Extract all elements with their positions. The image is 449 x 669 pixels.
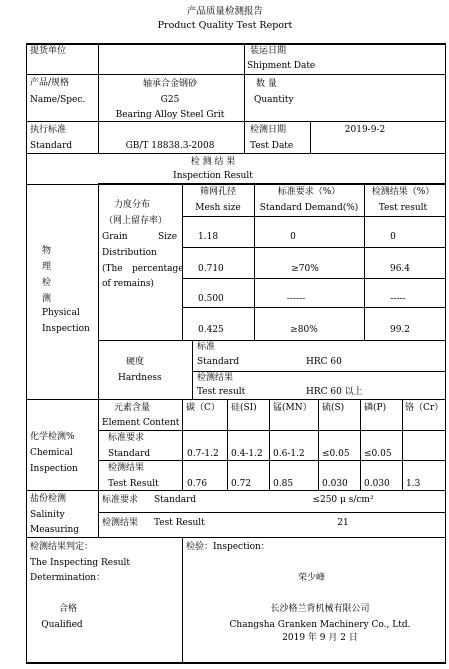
rule-line bbox=[98, 184, 99, 537]
inspection-result-cn: 检 测 结 果 bbox=[190, 157, 236, 167]
determination-label-en-2: Determination： bbox=[30, 573, 106, 583]
shipment-date-label-cn: 装运日期 bbox=[250, 46, 287, 56]
grain-label-cn: 力度分布 bbox=[114, 200, 151, 210]
rule-line bbox=[402, 399, 403, 490]
grain-label-en-5: percentage bbox=[132, 264, 184, 274]
physical-label-en-2: Inspection bbox=[42, 324, 90, 334]
rule-line bbox=[98, 340, 446, 341]
result-value: ----- bbox=[390, 294, 406, 304]
element-header: 锰(MN） bbox=[273, 403, 312, 413]
product-name-cn: 轴承合金钢砂 bbox=[142, 79, 198, 89]
rule-line bbox=[26, 399, 446, 400]
test-date-label-cn: 检测日期 bbox=[250, 125, 287, 135]
chem-standard-value: ≤0.05 bbox=[322, 449, 350, 459]
rule-line bbox=[310, 121, 311, 153]
salinity-label-en-1: Salinity bbox=[30, 510, 65, 520]
consignee-label: 提货单位 bbox=[30, 46, 67, 56]
salinity-std-en: Standard bbox=[154, 495, 197, 505]
chem-result-value: 0.85 bbox=[273, 479, 294, 489]
inspector-name: 荣少峰 bbox=[298, 573, 326, 583]
result-value: 96.4 bbox=[389, 264, 411, 274]
rule-line bbox=[26, 153, 446, 154]
rule-line bbox=[182, 537, 183, 662]
element-header: 硫(S) bbox=[322, 403, 345, 413]
hardness-std-value: HRC 60 bbox=[306, 357, 342, 367]
salinity-std-cn: 标准要求 bbox=[102, 495, 139, 505]
rule-line bbox=[98, 43, 99, 153]
std-value: ≥80% bbox=[290, 325, 318, 335]
chemical-label-en-2: Inspection bbox=[30, 464, 78, 474]
chem-result-value: 0.72 bbox=[231, 479, 252, 489]
hardness-std-cn: 标准 bbox=[197, 342, 216, 352]
hardness-std-en: Standard bbox=[197, 357, 240, 367]
report-date: 2019 年 9 月 2 日 bbox=[282, 633, 358, 643]
grain-label-en-3: Distribution bbox=[102, 248, 157, 258]
result-value: 99.2 bbox=[389, 325, 411, 335]
element-header: 碳（C） bbox=[186, 403, 220, 413]
rule-line bbox=[26, 537, 446, 538]
rule-line bbox=[269, 399, 270, 490]
chem-standard-value: ≤0.05 bbox=[364, 449, 392, 459]
res-header-en: Test result bbox=[378, 203, 428, 213]
chem-standard-value: 0.7-1.2 bbox=[187, 449, 219, 459]
standard-label-en: Standard bbox=[30, 141, 73, 151]
physical-label-cn-4: 测 bbox=[42, 294, 52, 304]
std-value: ≥70% bbox=[291, 264, 319, 274]
std-header-cn: 标准要求（%） bbox=[277, 187, 341, 197]
hardness-res-cn: 检测结果 bbox=[197, 373, 234, 383]
product-name-en: Bearing Alloy Steel Grit bbox=[115, 110, 225, 120]
mesh-header-en: Mesh size bbox=[195, 203, 241, 213]
element-header: 铬（Cr） bbox=[405, 403, 444, 413]
standard-value: GB/T 18838.3-2008 bbox=[125, 141, 215, 151]
chemical-label-cn: 化学检测% bbox=[30, 432, 75, 442]
company-name-en: Changsha Granken Machinery Co., Ltd. bbox=[229, 620, 411, 630]
chem-standard-value: 0.4-1.2 bbox=[231, 449, 263, 459]
physical-label-cn-3: 检 bbox=[42, 278, 52, 288]
rule-line bbox=[192, 340, 193, 399]
determination-label-en-1: The Inspecting Result bbox=[30, 558, 131, 568]
hardness-label-cn: 硬度 bbox=[126, 357, 145, 367]
report-title-cn: 产品质量检测报告 bbox=[186, 6, 264, 17]
chem-standard-value: 0.6-1.2 bbox=[273, 449, 305, 459]
grain-label-en-6: of remains) bbox=[102, 279, 154, 289]
element-content-cn: 元素含量 bbox=[114, 403, 151, 413]
chem-standard-cn: 标准要求 bbox=[108, 433, 145, 443]
grain-label-en-1: Grain bbox=[102, 232, 128, 242]
rule-line bbox=[26, 662, 446, 664]
shipment-date-label-en: Shipment Date bbox=[247, 61, 316, 71]
chemical-label-en-1: Chemical bbox=[30, 448, 73, 458]
test-date-value: 2019-9-2 bbox=[344, 125, 386, 135]
chem-result-cn: 检测结果 bbox=[108, 463, 145, 473]
salinity-label-en-2: Measuring bbox=[30, 525, 80, 535]
physical-label-cn-1: 物 bbox=[42, 246, 52, 256]
product-label-cn: 产品/规格 bbox=[30, 78, 70, 88]
test-date-label-en: Test Date bbox=[250, 141, 294, 151]
res-header-cn: 检测结果（%） bbox=[371, 187, 435, 197]
rule-line bbox=[360, 399, 361, 490]
rule-line bbox=[364, 184, 365, 340]
std-header-en: Standard Demand(%) bbox=[259, 203, 359, 213]
rule-line bbox=[182, 399, 183, 490]
mesh-value: 0.500 bbox=[198, 294, 224, 304]
chem-result-en: Test Result bbox=[108, 479, 159, 489]
rule-line bbox=[26, 43, 446, 45]
rule-line bbox=[182, 184, 183, 340]
determination-value-cn: 合格 bbox=[58, 604, 78, 614]
hardness-label-en: Hardness bbox=[118, 373, 162, 383]
rule-line bbox=[445, 43, 446, 663]
chem-result-value: 0.030 bbox=[364, 479, 390, 489]
chem-result-value: 1.3 bbox=[406, 479, 421, 489]
rule-line bbox=[26, 43, 27, 663]
std-value: 0 bbox=[290, 232, 296, 242]
rule-line bbox=[98, 430, 446, 431]
mesh-value: 1.18 bbox=[198, 232, 219, 242]
result-value: 0 bbox=[390, 232, 396, 242]
standard-label-cn: 执行标准 bbox=[30, 125, 67, 135]
rule-line bbox=[192, 371, 446, 372]
element-header: 磷(P) bbox=[364, 403, 387, 413]
inspection-label: 检验：Inspection： bbox=[186, 542, 270, 552]
mesh-header-cn: 筛网孔径 bbox=[199, 187, 237, 197]
determination-value-en: Qualified bbox=[41, 620, 83, 630]
salinity-label-cn: 盐份检测 bbox=[30, 494, 67, 504]
physical-label-en-1: Physical bbox=[42, 308, 80, 318]
rule-line bbox=[182, 278, 446, 279]
rule-line bbox=[26, 184, 446, 185]
hardness-res-en: Test result bbox=[197, 387, 246, 397]
salinity-std-value: ≤250 μ s/cm² bbox=[312, 495, 374, 505]
rule-line bbox=[227, 399, 228, 490]
rule-line bbox=[98, 460, 446, 461]
salinity-res-cn: 检测结果 bbox=[102, 518, 139, 528]
physical-label-cn-2: 理 bbox=[42, 262, 52, 272]
salinity-res-en: Test Result bbox=[154, 518, 205, 528]
grain-label-en-2: Size bbox=[158, 232, 178, 242]
std-value: ------ bbox=[286, 294, 306, 304]
chem-result-value: 0.030 bbox=[322, 479, 348, 489]
grain-label-cn2: （网上留存率） bbox=[104, 216, 168, 226]
element-header: 硅(SI) bbox=[231, 403, 257, 413]
mesh-value: 0.710 bbox=[198, 264, 224, 274]
rule-line bbox=[244, 43, 245, 153]
rule-line bbox=[26, 74, 446, 75]
quantity-label-en: Quantity bbox=[254, 95, 294, 105]
rule-line bbox=[182, 247, 446, 248]
company-name-cn: 长沙格兰背机械有限公司 bbox=[270, 604, 370, 614]
rule-line bbox=[26, 121, 446, 122]
hardness-res-value: HRC 60 以上 bbox=[306, 387, 363, 397]
rule-line bbox=[98, 512, 446, 513]
rule-line bbox=[182, 216, 446, 217]
grain-label-en-4: (The bbox=[102, 264, 123, 274]
rule-line bbox=[26, 490, 446, 491]
inspection-result-en: Inspection Result bbox=[173, 171, 253, 181]
report-title-en: Product Quality Test Report bbox=[157, 20, 293, 31]
product-label-en: Name/Spec. bbox=[30, 95, 86, 105]
rule-line bbox=[318, 399, 319, 490]
salinity-res-value: 21 bbox=[337, 518, 349, 528]
chem-result-value: 0.76 bbox=[187, 479, 208, 489]
rule-line bbox=[182, 307, 446, 308]
element-content-en: Element Content bbox=[102, 418, 180, 428]
determination-label-cn: 检测结果判定： bbox=[30, 542, 94, 552]
chem-standard-en: Standard bbox=[108, 449, 151, 459]
quantity-label-cn: 数 量 bbox=[256, 79, 277, 89]
rule-line bbox=[254, 184, 255, 340]
mesh-value: 0.425 bbox=[198, 325, 224, 335]
product-grade: G25 bbox=[160, 95, 180, 105]
